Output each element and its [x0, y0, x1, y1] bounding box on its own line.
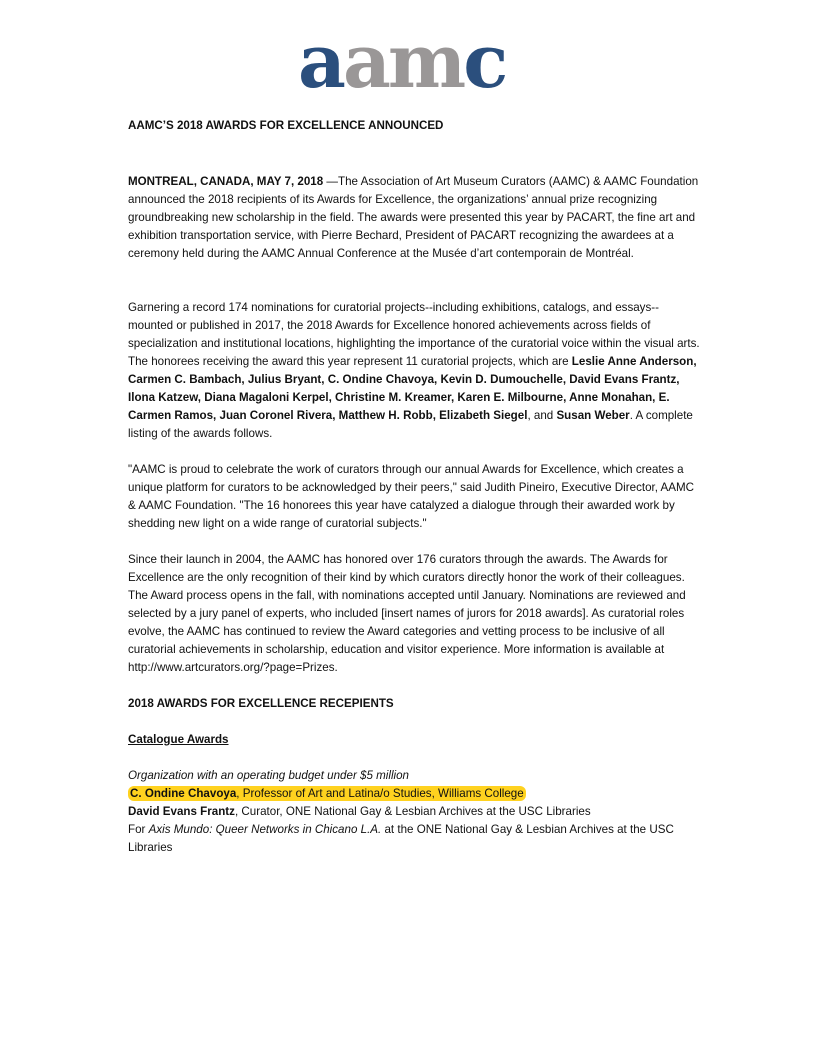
- recipients-heading: 2018 AWARDS FOR EXCELLENCE RECEPIENTS: [128, 697, 394, 710]
- project-suffix: at the ONE National Gay & Lesbian Archives at the USC Libraries: [128, 823, 674, 854]
- project-title: Axis Mundo: Queer Networks in Chicano L.A.: [148, 823, 382, 836]
- recipient-line-highlighted: [128, 785, 700, 803]
- recipient-name: C. Ondine Chavoya: [130, 787, 237, 800]
- catalogue-awards-title: Catalogue Awards: [128, 733, 229, 746]
- logo-letter: a: [298, 19, 343, 105]
- recipient-line: [128, 803, 700, 821]
- quote-paragraph: "AAMC is proud to celebrate the work of curators through our annual Awards for Excellence, which creates a unique platform for curators to be acknowledged by their peers," said Judith Pineiro, Executive Director, AAMC & AAMC Foundation. "The 16 honorees this year have catalyzed a dialogue through their awarded work by shedding new light on a wide range of curatorial subjects.": [128, 463, 695, 530]
- press-release-headline: AAMC’S 2018 AWARDS FOR EXCELLENCE ANNOUNCED: [128, 119, 444, 132]
- project-prefix: For: [128, 823, 149, 836]
- honorees-outro: . A complete listing of the awards follows.: [128, 409, 693, 440]
- honoree-last-name: Susan Weber: [556, 409, 630, 422]
- history-paragraph: Since their launch in 2004, the AAMC has honored over 176 curators through the awards. The Awards for Excellence are the only recognition of their kind by which curators directly honor the work of their colleagues. The Award process opens in the fall, with nominations accepted until January. Nominations are reviewed and selected by a jury panel of experts, who included [insert names of jurors for 2018 awards]. As curatorial roles evolve, the AAMC has continued to review the Award categories and vetting process to be inclusive of all curatorial achievements in scholarship, education and visitor experience. More information is available at http://www.artcurators.org/?page=Prizes.: [128, 553, 686, 674]
- project-line: [128, 821, 700, 857]
- honoree-names: Leslie Anne Anderson, Carmen C. Bambach, Julius Bryant, C. Ondine Chavoya, Kevin D. Dumouchelle, David Evans Frantz, Ilona Katzew, Diana Magaloni Kerpel, Christine M. Kreamer, Karen E. Milbourne, Anne Monahan, E. Carmen Ramos, Juan Coronel Rivera, Matthew H. Robb, Elizabeth Siegel: [128, 355, 697, 422]
- dateline: MONTREAL, CANADA, MAY 7, 2018: [128, 175, 324, 188]
- intro-paragraph: [128, 173, 700, 263]
- logo-letter: m: [387, 19, 464, 105]
- recipient-detail: , Professor of Art and Latina/o Studies, Williams College: [236, 787, 524, 800]
- honorees-intro: Garnering a record 174 nominations for curatorial projects--including exhibitions, catalogs, and essays--mounted or published in 2017, the 2018 Awards for Excellence honored achievements across fields of specialization and institutional locations, highlighting the importance of the curatorial voice within the visual arts. The honorees receiving the award this year represent 11 curatorial projects, which are: [128, 301, 700, 368]
- highlight-mark: [128, 786, 526, 801]
- recipient-detail: , Curator, ONE National Gay & Lesbian Archives at the USC Libraries: [234, 805, 591, 818]
- honorees-and: , and: [527, 409, 557, 422]
- aamc-logo: [298, 19, 506, 105]
- honorees-paragraph: [128, 299, 700, 443]
- recipient-name: David Evans Frantz: [128, 805, 235, 818]
- catalogue-awards-heading: [128, 731, 700, 749]
- budget-category: Organization with an operating budget under $5 million: [128, 769, 410, 782]
- logo-letter: c: [463, 19, 506, 105]
- logo-letter: a: [342, 19, 388, 105]
- intro-body: —The Association of Art Museum Curators (AAMC) & AAMC Foundation announced the 2018 recipients of its Awards for Excellence, the organizations’ annual prize recognizing groundbreaking new scholarship in the field. The awards were presented this year by PACART, the fine art and exhibition transportation service, with Pierre Bechard, President of PACART recognizing the awardees at a ceremony held during the AAMC Annual Conference at the Musée d’art contemporain de Montréal.: [128, 175, 699, 260]
